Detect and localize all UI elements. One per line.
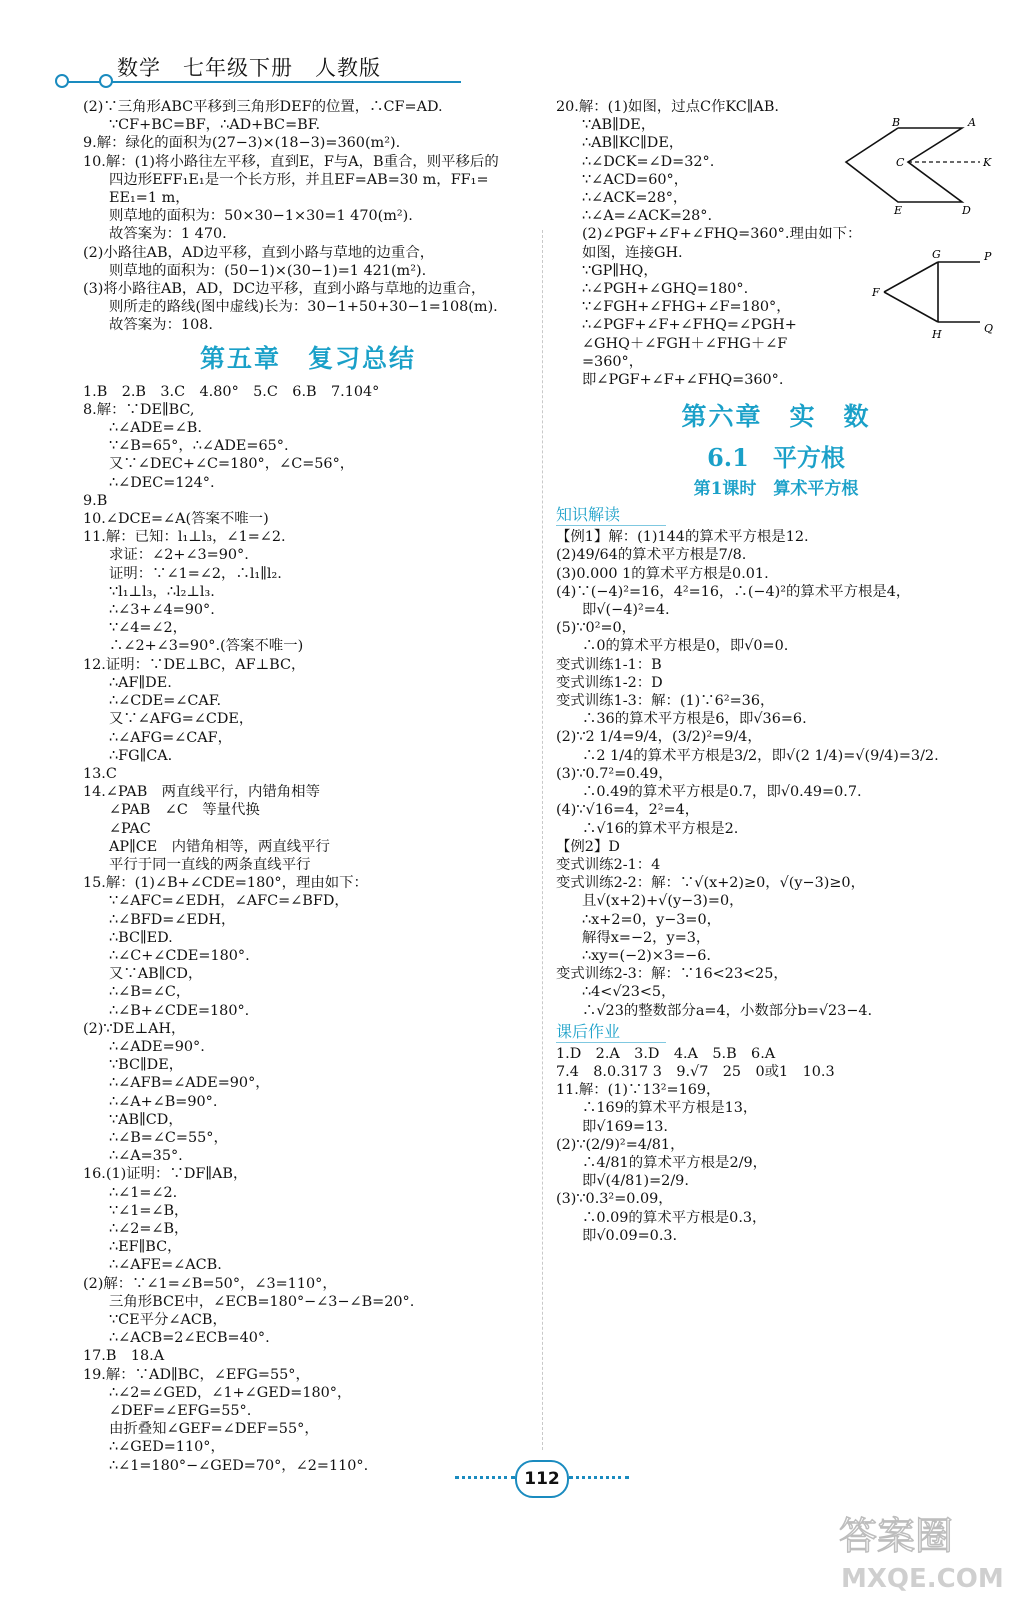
right-homework-line: ∴4/81的算术平方根是2/9， xyxy=(582,1154,767,1171)
header-dot-left xyxy=(55,74,69,88)
figure2-label-h: H xyxy=(932,328,942,341)
left-before-line: ∵CF+BC=BF，∴AD+BC=BF. xyxy=(109,117,321,134)
figure1-label-e: E xyxy=(894,204,903,216)
right-knowledge-line: 变式训练2-3：解：∵16<23<25， xyxy=(556,966,788,983)
figure1-label-c: C xyxy=(896,156,905,169)
left-before-line: (2)小路往AB，AD边平移，直到小路与草地的边重合， xyxy=(83,244,435,261)
right-q20-line: ∴∠PGF+∠F+∠FHQ=∠PGH+ xyxy=(582,317,797,334)
right-homework-line: (2)∵(2/9)²=4/81， xyxy=(556,1136,685,1153)
header-dot-right xyxy=(99,74,113,88)
right-q20-line: ∵∠ACD=60°， xyxy=(582,171,689,188)
left-after-line: ∠DEF=∠EFG=55°. xyxy=(109,1403,252,1420)
left-after-line: ∴∠AFG=∠CAF， xyxy=(109,729,232,746)
chapter5-title: 第五章 复习总结 xyxy=(199,343,416,373)
right-homework-line: 即√0.09=0.3. xyxy=(582,1227,678,1244)
left-after-line: ∴∠1=180°−∠GED=70°，∠2=110°. xyxy=(109,1457,369,1474)
left-after-line: ∴∠B=∠C=55°， xyxy=(109,1129,228,1146)
left-after-line: 8.解：∵DE∥BC, xyxy=(83,401,195,418)
right-knowledge-line: 【例1】解：(1)144的算术平方根是12. xyxy=(556,529,809,546)
left-after-line: ∴∠A+∠B=90°. xyxy=(109,1093,218,1110)
left-before-line: (3)将小路往AB，AD，DC边平移，直到小路与草地的边重合， xyxy=(83,281,486,298)
left-after-line: ∠PAB ∠C 等量代换 xyxy=(109,802,260,819)
left-before-line: 四边形EFF₁E₁是一个长方形，并且EF=AB=30 m，FF₁= xyxy=(109,171,489,188)
right-knowledge-line: (3)∵0.7²=0.49， xyxy=(556,765,673,782)
left-after-line: ∴∠B=∠C， xyxy=(109,984,191,1001)
right-knowledge-line: ∴4<√23<5， xyxy=(582,984,676,1001)
left-before-line: 故答案为：108. xyxy=(109,317,213,334)
right-knowledge-line: (4)∵√16=4，2²=4， xyxy=(556,802,700,819)
left-after-line: (2)∵DE⊥AH， xyxy=(83,1020,186,1037)
left-after-line: 由折叠知∠GEF=∠DEF=55°， xyxy=(109,1421,319,1438)
left-after-line: ∴∠AFE=∠ACB. xyxy=(109,1257,222,1274)
left-column xyxy=(83,98,533,1475)
left-after-line: ∴∠BFD=∠EDH， xyxy=(109,911,236,928)
figure2-fh xyxy=(884,292,938,322)
right-q20-line: 如图，连接GH. xyxy=(582,244,683,261)
right-knowledge-line: ∴0.49的算术平方根是0.7，即√0.49=0.7. xyxy=(582,784,862,801)
left-after-line: ∴AF∥DE. xyxy=(109,674,172,691)
figure2-gf xyxy=(884,262,938,292)
left-before-line: 10.解：(1)将小路往左平移，直到E，F与A，B重合，则平移后的 xyxy=(83,153,499,170)
left-after-line: 求证：∠2+∠3=90°. xyxy=(109,547,249,564)
right-q20-line: ∴∠A=∠ACK=28°. xyxy=(582,208,713,225)
page-footer xyxy=(455,1460,625,1494)
homework-heading: 课后作业 xyxy=(556,1022,666,1043)
left-before-line: 则草地的面积为：(50−1)×(30−1)=1 421(m²). xyxy=(109,262,427,279)
right-knowledge-line: 即√(−4)²=4. xyxy=(582,602,670,619)
left-after-line: ∴∠DEC=124°. xyxy=(109,474,215,491)
right-knowledge-line: 解得x=−2，y=3， xyxy=(582,929,711,946)
left-after-line: ∴BC∥ED. xyxy=(109,929,173,946)
footer-dots-left xyxy=(455,1476,515,1479)
right-knowledge-line: ∴36的算术平方根是6，即√36=6. xyxy=(582,711,807,728)
right-q20-line: ∵∠FGH+∠FHG+∠F=180°， xyxy=(582,299,791,316)
right-homework-line: ∴0.09的算术平方根是0.3， xyxy=(582,1209,767,1226)
left-after-line: 平行于同一直线的两条直线平行 xyxy=(109,856,311,873)
right-knowledge-line: 【例2】D xyxy=(556,838,620,855)
left-after-line: ∴∠CDE=∠CAF. xyxy=(109,693,222,710)
right-knowledge-line: (5)∵0²=0， xyxy=(556,620,637,637)
right-knowledge-line: 变式训练1-1：B xyxy=(556,656,662,673)
right-q20-line: ∵GP∥HQ， xyxy=(582,262,658,279)
right-knowledge-line: 变式训练2-2：解：∵√(x+2)≥0，√(y−3)≥0， xyxy=(556,875,865,892)
right-homework-line: 即√(4/81)=2/9. xyxy=(582,1173,689,1190)
right-q20-line: (2)∠PGF+∠F+∠FHQ=360°.理由如下： xyxy=(582,226,862,243)
left-after-line: ∴∠1=∠2. xyxy=(109,1184,178,1201)
left-after-line: ∴∠2=∠B， xyxy=(109,1220,189,1237)
left-after-line: ∵CE平分∠ACB， xyxy=(109,1312,227,1328)
left-after-line: ∴∠B+∠CDE=180°. xyxy=(109,1002,250,1019)
left-after-line: ∴∠3+∠4=90°. xyxy=(109,602,215,619)
left-after-line: ∴∠ADE=90°. xyxy=(109,1038,205,1055)
left-after-line: ∵BC∥DE， xyxy=(109,1057,184,1074)
right-homework-line: 即√169=13. xyxy=(582,1118,668,1135)
left-after-line: 10.∠DCE=∠A(答案不唯一) xyxy=(83,511,269,528)
left-after-line: ∴∠ADE=∠B. xyxy=(109,420,202,437)
section-title: 6.1 平方根 xyxy=(707,443,845,473)
right-q20-line: ∴∠ACK=28°， xyxy=(582,190,688,207)
left-after-line: 11.解：已知：l₁⊥l₃，∠1=∠2. xyxy=(83,529,286,546)
right-q20-line: ∴∠DCK=∠D=32°. xyxy=(582,153,715,170)
right-q20-line: 20.解：(1)如图，过点C作KC∥AB. xyxy=(556,99,779,115)
right-knowledge-line: ∴√23的整数部分a=4，小数部分b=√23−4. xyxy=(582,1002,873,1019)
right-homework-line: ∴169的算术平方根是13， xyxy=(582,1100,758,1117)
right-knowledge-line: 变式训练2-1：4 xyxy=(556,856,661,873)
lesson-title: 第1课时 算术平方根 xyxy=(693,479,859,500)
left-after-line: 证明：∵∠1=∠2，∴l₁∥l₂. xyxy=(109,565,282,582)
right-q20-line: ∴AB∥KC∥DE， xyxy=(582,135,684,152)
left-after-line: ∴∠AFB=∠ADE=90°， xyxy=(109,1075,270,1092)
left-after-line: ∵AB∥CD， xyxy=(109,1111,183,1128)
left-after-line: (2)解：∵∠1=∠B=50°，∠3=110°， xyxy=(83,1275,337,1292)
left-after-line: ∴∠2+∠3=90°.(答案不唯一) xyxy=(109,638,304,655)
left-after-line: ∴∠A=35°. xyxy=(109,1148,183,1165)
left-after-line: ∴∠C+∠CDE=180°. xyxy=(109,947,250,964)
right-knowledge-line: 变式训练1-2：D xyxy=(556,674,663,691)
left-before-line: (2)∵三角形ABC平移到三角形DEF的位置，∴CF=AD. xyxy=(83,99,443,115)
left-after-line: 16.(1)证明：∵DF∥AB， xyxy=(83,1166,248,1183)
left-after-line: ∵l₁⊥l₃，∴l₂⊥l₃. xyxy=(109,583,215,600)
left-before-line: 9.解：绿化的面积为(27−3)×(18−3)=360(m²). xyxy=(83,135,401,152)
left-after-line: ∴∠2=∠GED，∠1+∠GED=180°， xyxy=(109,1384,352,1401)
left-after-line: 15.解：(1)∠B+∠CDE=180°，理由如下： xyxy=(83,875,368,892)
left-after-line: ∴EF∥BC， xyxy=(109,1239,182,1256)
right-homework-line: 7.4 8.0.317 3 9.√7 25 0或1 10.3 xyxy=(556,1063,835,1080)
left-after-line: AP∥CE 内错角相等，两直线平行 xyxy=(109,838,330,855)
figure1-label-a: A xyxy=(968,116,976,129)
left-after-line: 13.C xyxy=(83,765,117,782)
figure1-label-d: D xyxy=(962,204,971,216)
right-knowledge-line: ∴√16的算术平方根是2. xyxy=(582,820,739,837)
left-after-line: 三角形BCE中，∠ECB=180°−∠3−∠B=20°. xyxy=(109,1293,415,1310)
right-q20-line: ∵AB∥DE， xyxy=(582,117,656,134)
right-knowledge-line: (4)∵(−4)²=16，4²=16，∴(−4)²的算术平方根是4， xyxy=(556,583,911,600)
knowledge-heading: 知识解读 xyxy=(556,505,666,526)
left-after-line: ∴∠ACB=2∠ECB=40°. xyxy=(109,1330,270,1347)
figure2-label-f: F xyxy=(872,286,880,299)
header-rule xyxy=(61,81,461,83)
right-q20-line: ∴∠PGH+∠GHQ=180°. xyxy=(582,281,749,298)
left-after-line: ∵∠1=∠B， xyxy=(109,1202,189,1219)
right-homework-line: (3)∵0.3²=0.09， xyxy=(556,1191,673,1208)
right-q20-line: 即∠PGF+∠F+∠FHQ=360°. xyxy=(582,372,784,389)
knowledge-block xyxy=(556,528,996,1019)
left-after-block xyxy=(83,383,533,1475)
figure2-label-g: G xyxy=(932,248,941,261)
left-before-line: 故答案为：1 470. xyxy=(109,226,227,243)
watermark-logo xyxy=(835,1505,1015,1595)
left-after-line: 又∵∠AFG=∠CDE， xyxy=(109,711,254,728)
page-header xyxy=(55,50,475,90)
right-knowledge-line: 变式训练1-3：解：(1)∵6²=36， xyxy=(556,693,775,710)
left-after-line: ∴∠GED=110°， xyxy=(109,1439,225,1456)
header-title: 数学 七年级下册 人教版 xyxy=(117,56,381,80)
left-before-block xyxy=(83,98,533,335)
left-after-line: 12.证明：∵DE⊥BC，AF⊥BC， xyxy=(83,656,306,673)
left-before-line: 则所走的路线(图中虚线)长为：30−1+50+30−1=108(m). xyxy=(109,299,498,316)
page-number: 112 xyxy=(515,1460,569,1498)
column-divider xyxy=(542,230,543,1450)
figure1-label-k: K xyxy=(983,156,992,169)
right-knowledge-line: 且√(x+2)+√(y−3)=0， xyxy=(582,893,744,910)
chapter6-title: 第六章 实 数 xyxy=(681,402,871,432)
right-q20-line: =360°， xyxy=(582,353,644,370)
left-after-line: 又∵AB∥CD， xyxy=(109,966,203,983)
right-knowledge-line: ∴0的算术平方根是0，即√0=0. xyxy=(582,638,789,655)
left-after-line: 1.B 2.B 3.C 4.80° 5.C 6.B 7.104° xyxy=(83,383,380,400)
right-knowledge-line: ∴2 1/4的算术平方根是3/2，即√(2 1/4)=√(9/4)=3/2. xyxy=(582,747,939,764)
right-q20-line: ∠GHQ＋∠FGH＋∠FHG＋∠F xyxy=(582,335,788,352)
figure2-label-q: Q xyxy=(984,322,994,335)
figure-parallel-2 xyxy=(868,248,998,344)
left-before-line: 则草地的面积为：50×30−1×30=1 470(m²). xyxy=(109,208,413,225)
footer-dots-right xyxy=(569,1476,629,1479)
left-after-line: ∠PAC xyxy=(109,820,151,837)
right-homework-line: 11.解：(1)∵13²=169， xyxy=(556,1082,721,1099)
left-after-line: 9.B xyxy=(83,492,108,509)
left-after-line: 14.∠PAB 两直线平行，内错角相等 xyxy=(83,784,320,801)
left-after-line: ∵∠AFC=∠EDH，∠AFC=∠BFD， xyxy=(109,893,349,910)
left-after-line: 又∵∠DEC+∠C=180°，∠C=56°， xyxy=(109,456,355,473)
left-after-line: ∵∠4=∠2， xyxy=(109,620,188,637)
left-after-line: ∴FG∥CA. xyxy=(109,747,173,764)
homework-block xyxy=(556,1045,996,1245)
left-before-line: EE₁=1 m， xyxy=(109,190,190,207)
left-after-line: 19.解：∵AD∥BC，∠EFG=55°， xyxy=(83,1366,310,1383)
figure1-label-b: B xyxy=(892,116,901,129)
figure-parallel-1 xyxy=(838,116,998,216)
watermark-text-en: MXQE.COM xyxy=(841,1564,1004,1594)
right-knowledge-line: (2)∵2 1/4=9/4，(3/2)²=9/4， xyxy=(556,729,762,746)
left-after-line: ∵∠B=65°，∴∠ADE=65°. xyxy=(109,438,289,455)
figure2-label-p: P xyxy=(984,250,992,263)
right-homework-line: 1.D 2.A 3.D 4.A 5.B 6.A xyxy=(556,1045,776,1062)
right-knowledge-line: ∴xy=(−2)×3=−6. xyxy=(582,947,711,964)
right-knowledge-line: (3)0.000 1的算术平方根是0.01. xyxy=(556,565,769,582)
left-after-line: 17.B 18.A xyxy=(83,1348,165,1365)
right-knowledge-line: ∴x+2=0，y−3=0， xyxy=(582,911,722,928)
right-knowledge-line: (2)49/64的算术平方根是7/8. xyxy=(556,547,747,564)
watermark-text-cn: 答案圈 xyxy=(839,1514,954,1558)
